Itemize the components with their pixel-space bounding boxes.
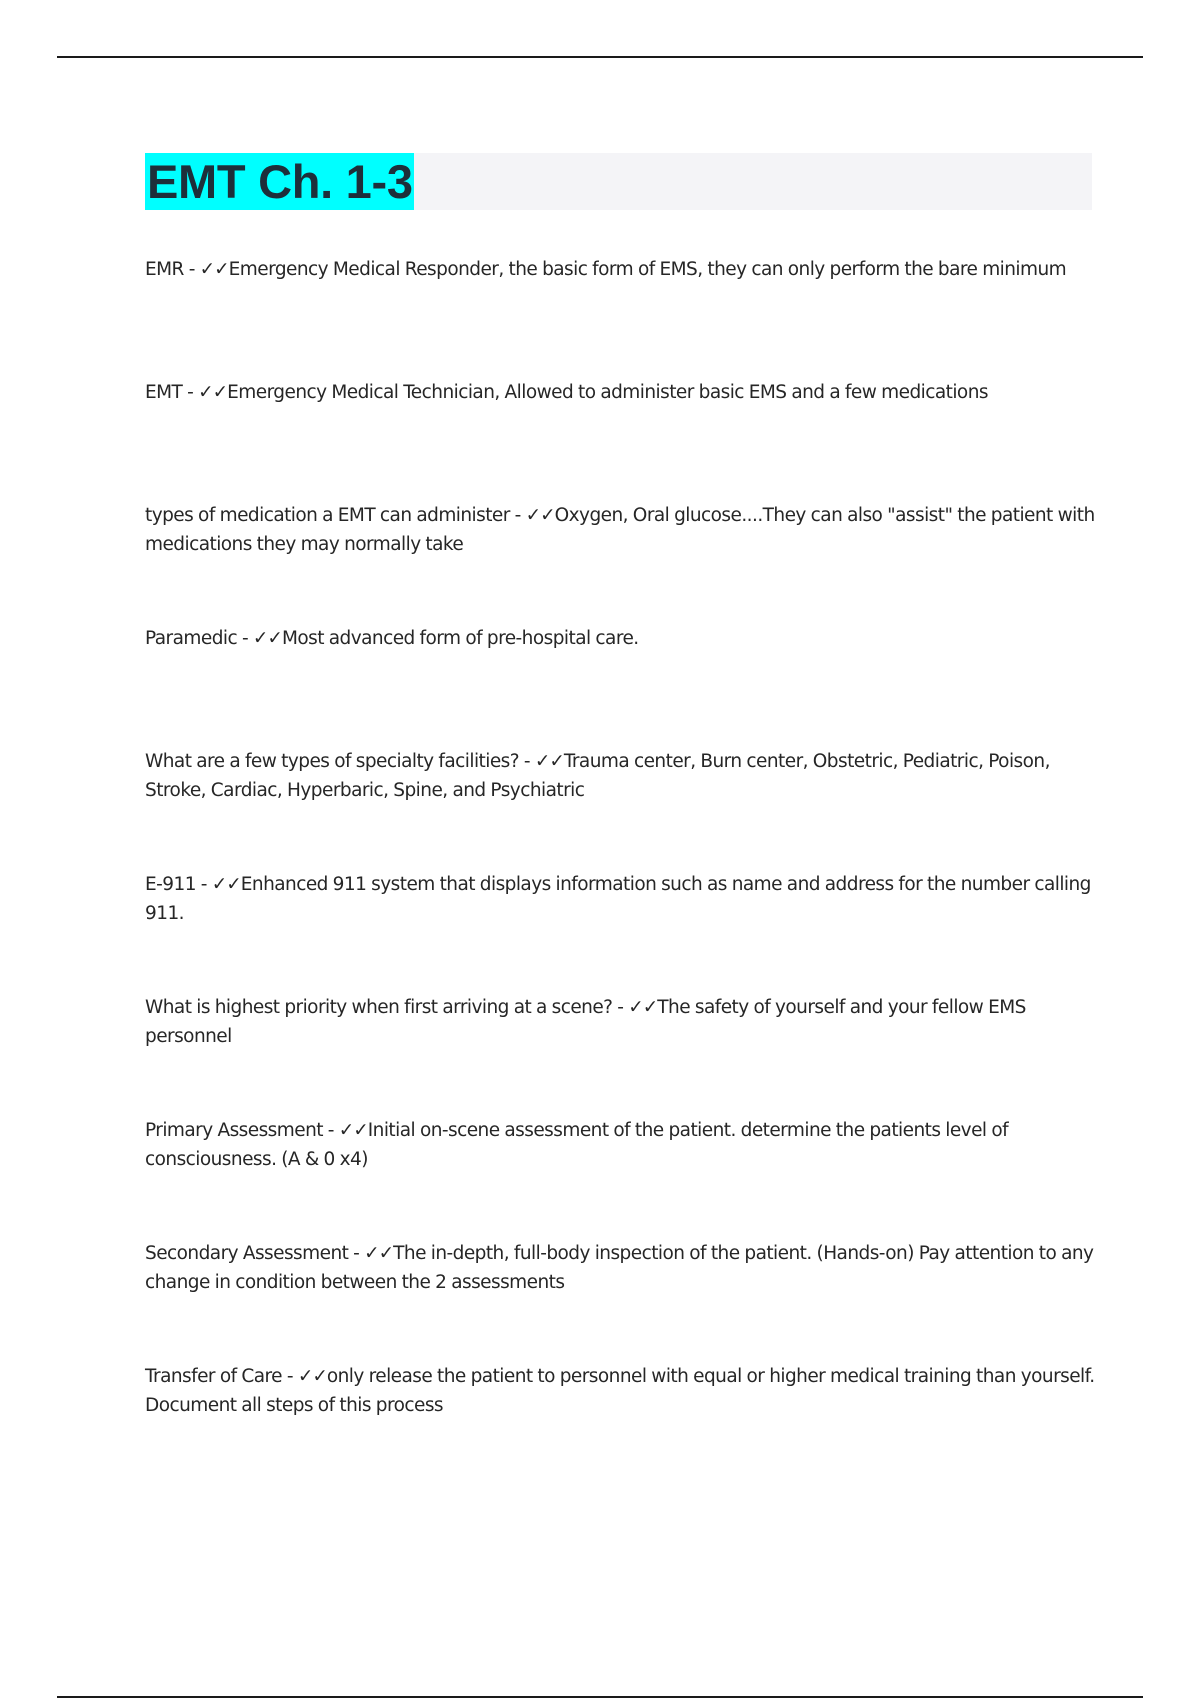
flashcard-entry <box>145 994 1095 1117</box>
flashcard-entry <box>145 379 1095 502</box>
entry-definition: Oxygen, Oral glucose....They can also "assist" the patient with medications they may normally take <box>145 505 1095 555</box>
entry-term: EMT <box>145 382 183 403</box>
flashcard-list <box>145 256 1095 1486</box>
entry-definition: Initial on-scene assessment of the patient. determine the patients level of consciousness. (A & 0 x4) <box>145 1120 1009 1170</box>
separator: - <box>322 1120 339 1141</box>
entry-definition: Emergency Medical Technician, Allowed to administer basic EMS and a few medications <box>227 382 988 403</box>
flashcard-entry <box>145 502 1095 625</box>
double-check-icon: ✓✓ <box>338 1120 368 1141</box>
entry-term: Paramedic <box>145 628 238 649</box>
entry-term: types of medication a EMT can administer <box>145 505 510 526</box>
double-check-icon: ✓✓ <box>364 1243 394 1264</box>
double-check-icon: ✓✓ <box>628 997 658 1018</box>
entry-term: Primary Assessment <box>145 1120 323 1141</box>
double-check-icon: ✓✓ <box>199 259 229 280</box>
entry-term: What is highest priority when first arriving at a scene? <box>145 997 613 1018</box>
double-check-icon: ✓✓ <box>252 628 282 649</box>
entry-definition: The safety of yourself and your fellow EMS personnel <box>145 997 1026 1047</box>
document-title: EMT Ch. 1-3 <box>147 155 413 208</box>
separator: - <box>519 751 535 772</box>
flashcard-entry <box>145 871 1095 994</box>
flashcard-entry <box>145 1240 1095 1363</box>
entry-definition: Most advanced form of pre-hospital care. <box>281 628 639 649</box>
separator: - <box>612 997 629 1018</box>
flashcard-entry <box>145 1117 1095 1240</box>
top-rule <box>57 56 1143 58</box>
double-check-icon: ✓✓ <box>525 505 555 526</box>
title-bar <box>145 153 1092 210</box>
entry-definition: The in-depth, full-body inspection of the patient. (Hands-on) Pay attention to any change in condition between the 2 assessments <box>145 1243 1094 1293</box>
double-check-icon: ✓✓ <box>297 1366 327 1387</box>
separator: - <box>183 259 200 280</box>
flashcard-entry <box>145 1363 1095 1486</box>
double-check-icon: ✓✓ <box>198 382 228 403</box>
separator: - <box>509 505 526 526</box>
flashcard-entry <box>145 748 1095 871</box>
separator: - <box>282 1366 298 1387</box>
double-check-icon: ✓✓ <box>211 874 241 895</box>
entry-definition: only release the patient to personnel with equal or higher medical training than yourself. Document all steps of this process <box>145 1366 1095 1416</box>
entry-definition: Enhanced 911 system that displays information such as name and address for the number calling 911. <box>145 874 1091 924</box>
entry-definition: Emergency Medical Responder, the basic form of EMS, they can only perform the bare minimum <box>228 259 1067 280</box>
entry-term: What are a few types of specialty facilities? <box>145 751 520 772</box>
separator: - <box>237 628 253 649</box>
separator: - <box>348 1243 365 1264</box>
bottom-rule <box>57 1696 1143 1698</box>
flashcard-entry <box>145 625 1095 748</box>
entry-term: EMR <box>145 259 184 280</box>
entry-term: Transfer of Care <box>145 1366 283 1387</box>
separator: - <box>195 874 212 895</box>
double-check-icon: ✓✓ <box>534 751 564 772</box>
flashcard-entry <box>145 256 1095 379</box>
separator: - <box>182 382 199 403</box>
entry-term: Secondary Assessment <box>145 1243 349 1264</box>
entry-definition: Trauma center, Burn center, Obstetric, Pediatric, Poison, Stroke, Cardiac, Hyperbaric, Spine, and Psychiatric <box>145 751 1050 801</box>
entry-term: E-911 <box>145 874 196 895</box>
